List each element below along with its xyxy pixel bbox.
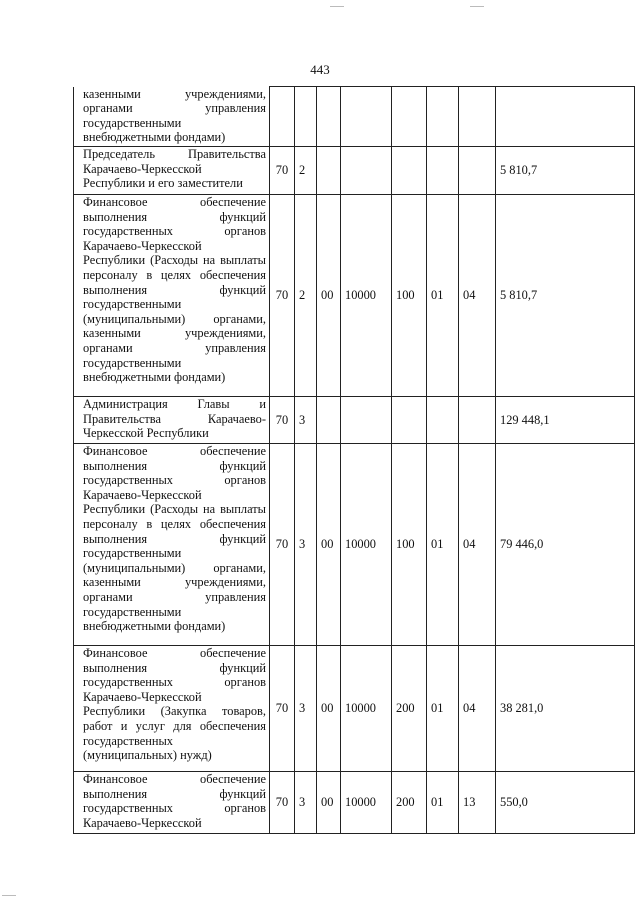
cell-code-6	[427, 397, 459, 444]
row-description: Финансовое обеспечение выполнения функций государственных органов Карачаево-Черкесской Республики (Закупка товаров, работ и услуг для обеспечения государственных (муниципальных) нужд)	[74, 646, 270, 772]
cell-amount: 5 810,7	[496, 147, 635, 195]
cell-code-1	[270, 87, 295, 147]
cell-code-7	[459, 147, 496, 195]
table-row	[74, 444, 635, 646]
cell-code-7: 04	[459, 444, 496, 646]
table-row	[74, 87, 635, 147]
cell-code-2: 2	[295, 195, 317, 397]
cell-code-5: 200	[392, 772, 427, 834]
cell-code-5	[392, 87, 427, 147]
table-row	[74, 772, 635, 834]
cell-code-6	[427, 87, 459, 147]
cell-code-3: 00	[317, 646, 341, 772]
cell-code-2: 3	[295, 646, 317, 772]
row-description: Финансовое обеспечение выполнения функций государственных органов Карачаево-Черкесской Республики (Расходы на выплаты персоналу в целях обеспечения выполнения функций государственными (муниципальными) органами, казенными учреждениями, органами управления государственными внебюджетными фондами)	[74, 444, 270, 646]
cell-code-7: 04	[459, 195, 496, 397]
table-row	[74, 646, 635, 772]
cell-code-4	[341, 147, 392, 195]
row-description: Администрация Главы и Правительства Карачаево-Черкесской Республики	[74, 397, 270, 444]
cell-code-2: 3	[295, 397, 317, 444]
cell-code-7	[459, 397, 496, 444]
cell-code-6	[427, 147, 459, 195]
cell-code-4: 10000	[341, 444, 392, 646]
cell-code-5: 100	[392, 444, 427, 646]
cell-code-1: 70	[270, 397, 295, 444]
cell-code-6: 01	[427, 772, 459, 834]
cell-code-5: 200	[392, 646, 427, 772]
scan-artifact	[2, 895, 16, 896]
cell-amount: 5 810,7	[496, 195, 635, 397]
cell-code-2: 2	[295, 147, 317, 195]
cell-code-3: 00	[317, 195, 341, 397]
cell-code-1: 70	[270, 195, 295, 397]
cell-code-3: 00	[317, 772, 341, 834]
cell-code-5	[392, 397, 427, 444]
budget-table	[73, 86, 635, 834]
cell-amount: 79 446,0	[496, 444, 635, 646]
cell-code-3	[317, 397, 341, 444]
cell-code-1: 70	[270, 147, 295, 195]
cell-amount: 38 281,0	[496, 646, 635, 772]
cell-code-4: 10000	[341, 646, 392, 772]
cell-code-1: 70	[270, 772, 295, 834]
cell-code-7	[459, 87, 496, 147]
cell-amount: 550,0	[496, 772, 635, 834]
cell-code-1: 70	[270, 646, 295, 772]
row-description: Председатель Правительства Карачаево-Черкесской Республики и его заместители	[74, 147, 270, 195]
cell-code-7: 04	[459, 646, 496, 772]
cell-code-2: 3	[295, 772, 317, 834]
cell-code-5	[392, 147, 427, 195]
cell-code-1: 70	[270, 444, 295, 646]
cell-code-3: 00	[317, 444, 341, 646]
cell-code-4: 10000	[341, 772, 392, 834]
scan-artifact	[330, 6, 344, 7]
table-row	[74, 397, 635, 444]
cell-code-2	[295, 87, 317, 147]
row-description: Финансовое обеспечение выполнения функций государственных органов Карачаево-Черкесской Республики (Расходы на выплаты персоналу в целях обеспечения выполнения функций государственными (муниципальными) органами, казенными учреждениями, органами управления государственными внебюджетными фондами)	[74, 195, 270, 397]
row-description: Финансовое обеспечение выполнения функций государственных органов Карачаево-Черкесской	[74, 772, 270, 834]
table-row	[74, 147, 635, 195]
cell-code-7: 13	[459, 772, 496, 834]
cell-code-6: 01	[427, 444, 459, 646]
row-description: казенными учреждениями, органами управления государственными внебюджетными фондами)	[74, 87, 270, 147]
cell-code-4: 10000	[341, 195, 392, 397]
cell-code-3	[317, 87, 341, 147]
scan-artifact	[470, 6, 484, 7]
page-number: 443	[310, 62, 330, 77]
table-row	[74, 195, 635, 397]
cell-code-5: 100	[392, 195, 427, 397]
cell-code-4	[341, 397, 392, 444]
cell-code-3	[317, 147, 341, 195]
cell-amount	[496, 87, 635, 147]
cell-amount: 129 448,1	[496, 397, 635, 444]
cell-code-2: 3	[295, 444, 317, 646]
cell-code-4	[341, 87, 392, 147]
cell-code-6: 01	[427, 195, 459, 397]
cell-code-6: 01	[427, 646, 459, 772]
